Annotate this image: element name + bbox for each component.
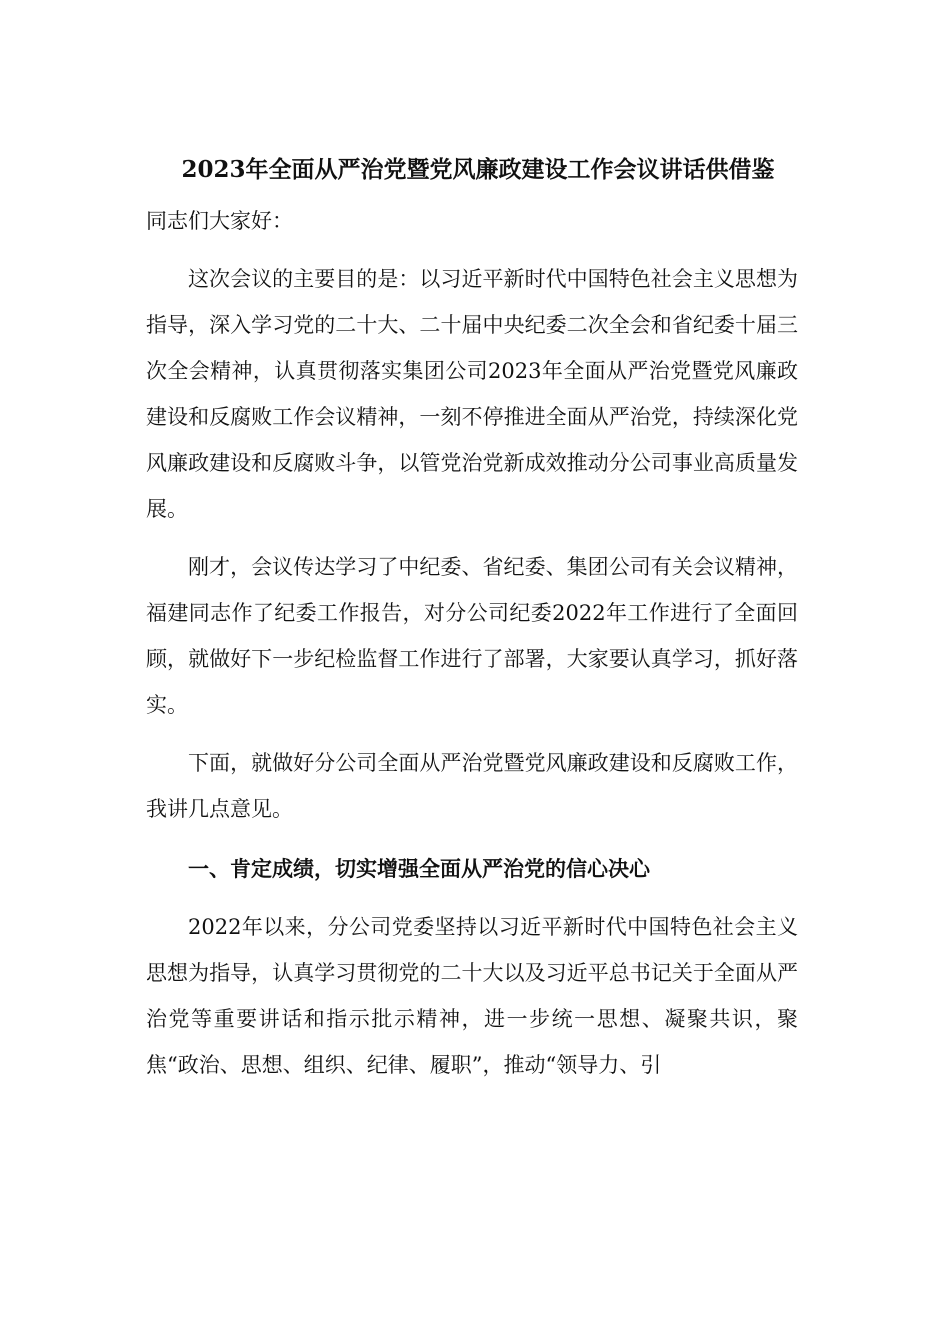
greeting: 同志们大家好： <box>146 209 293 233</box>
document-body <box>146 150 798 1088</box>
document-title: 2023年全面从严治党暨党风廉政建设工作会议讲话供借鉴 <box>181 156 775 183</box>
section-heading: 一、肯定成绩，切实增强全面从严治党的信心决心 <box>188 856 650 881</box>
section-paragraph: 2022年以来，分公司党委坚持以习近平新时代中国特色社会主义思想为指导，认真学习贯彻党的二十大以及习近平总书记关于全面从严治党等重要讲话和指示批示精神，进一步统一思想、凝聚共识，聚焦“政治、思想、组织、纪律、履职”，推动“领导力、引 <box>146 915 798 1077</box>
paragraph-intro: 下面，就做好分公司全面从严治党暨党风廉政建设和反腐败工作，我讲几点意见。 <box>146 751 798 821</box>
paragraph-purpose: 这次会议的主要目的是：以习近平新时代中国特色社会主义思想为指导，深入学习党的二十大、二十届中央纪委二次全会和省纪委十届三次全会精神，认真贯彻落实集团公司2023年全面从严治党暨党风廉政建设和反腐败工作会议精神，一刻不停推进全面从严治党，持续深化党风廉政建设和反腐败斗争，以管党治党新成效推动分公司事业高质量发展。 <box>146 267 798 521</box>
paragraph-review: 刚才，会议传达学习了中纪委、省纪委、集团公司有关会议精神，福建同志作了纪委工作报告，对分公司纪委2022年工作进行了全面回顾，就做好下一步纪检监督工作进行了部署，大家要认真学习，抓好落实。 <box>146 555 798 717</box>
